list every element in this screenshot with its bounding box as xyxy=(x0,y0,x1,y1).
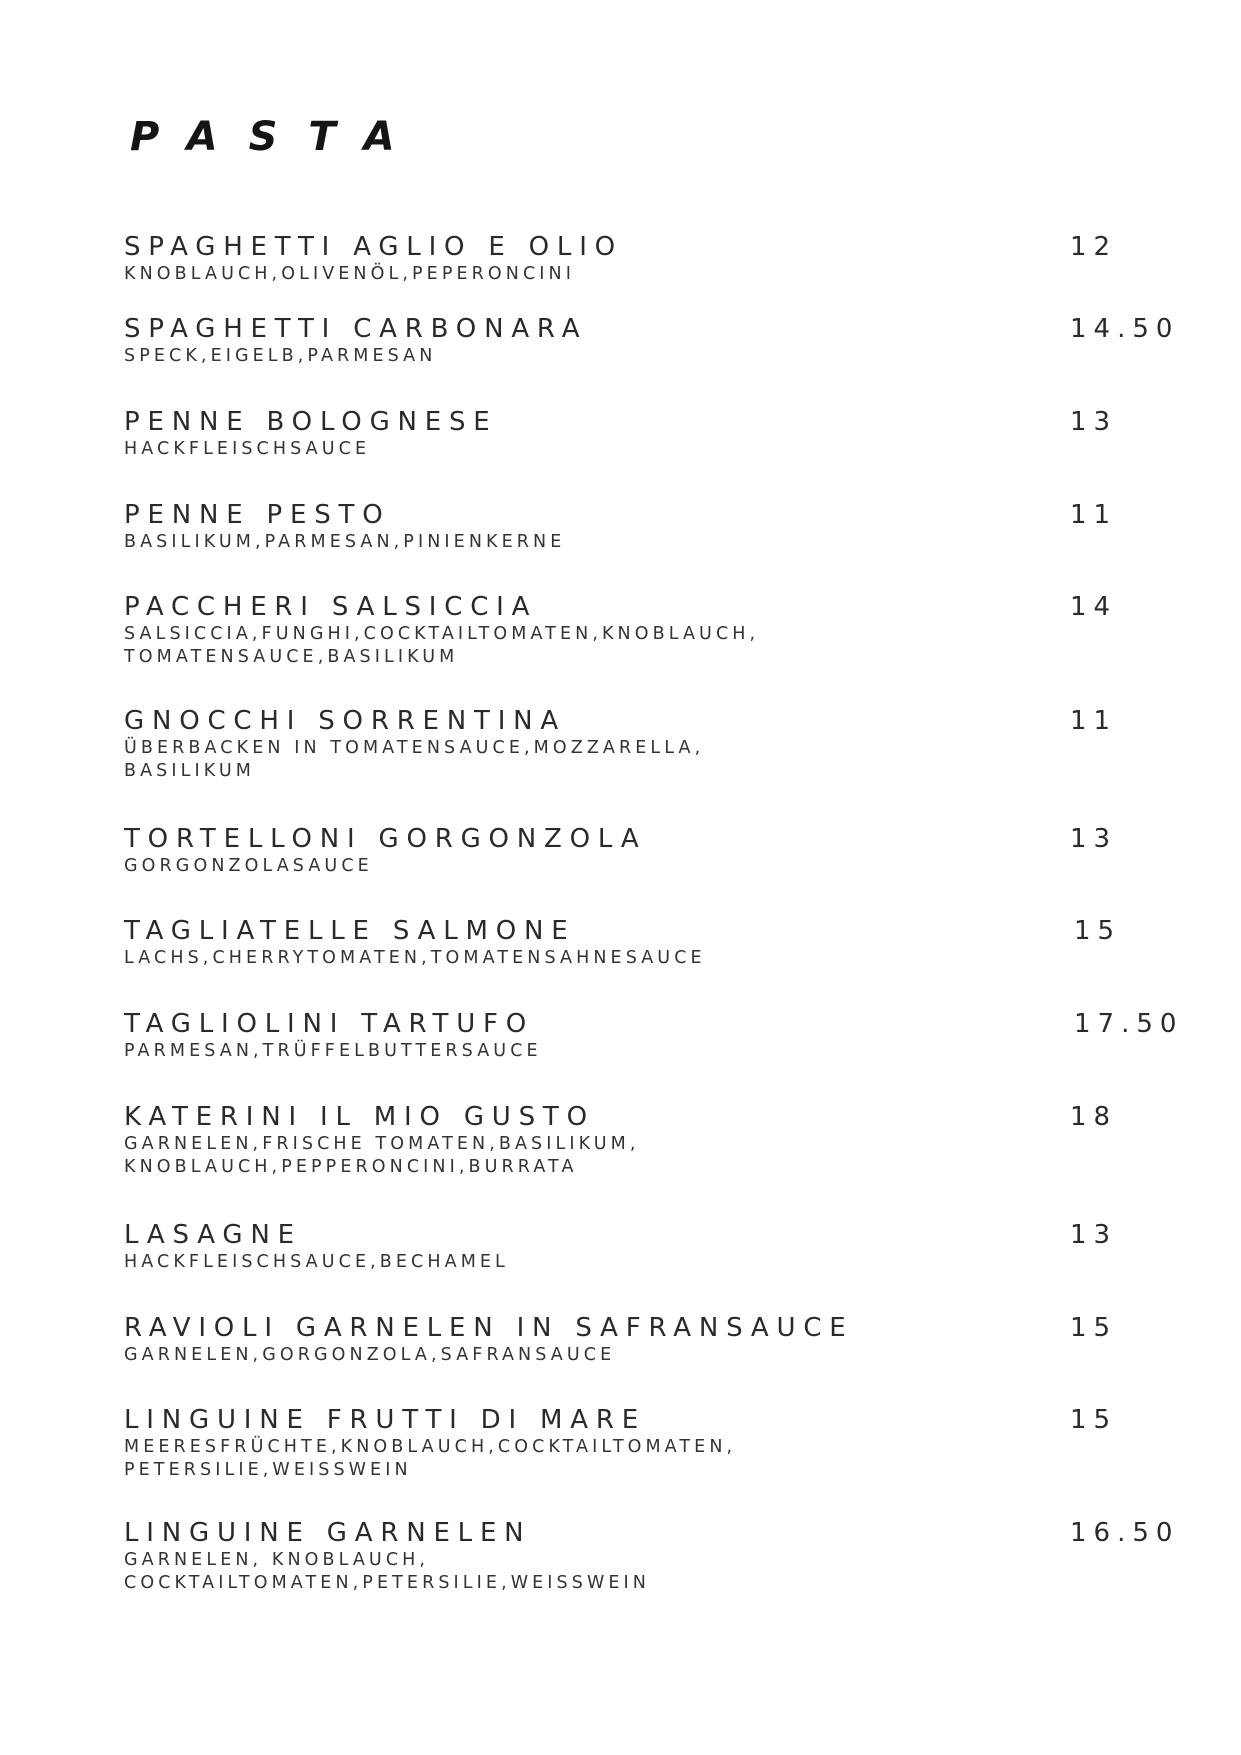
menu-item-description: SALSICCIA,FUNGHI,COCKTAILTOMATEN,KNOBLAUCH, TOMATENSAUCE,BASILIKUM xyxy=(124,624,760,667)
menu-item-price: 18 xyxy=(1070,1102,1118,1132)
menu-item-lasagne xyxy=(124,1220,1124,1274)
menu-item-price: 12 xyxy=(1070,232,1118,262)
menu-item-name: PENNE PESTO xyxy=(124,500,391,530)
menu-item-katerini-il-mio-gusto xyxy=(124,1102,1124,1179)
menu-item-linguine-frutti-di-mare xyxy=(124,1405,1124,1482)
menu-item-description: HACKFLEISCHSAUCE,BECHAMEL xyxy=(124,1252,509,1272)
menu-item-name: KATERINI IL MIO GUSTO xyxy=(124,1102,595,1132)
menu-item-name: LASAGNE xyxy=(124,1220,302,1250)
menu-item-name: TAGLIATELLE SALMONE xyxy=(124,916,576,946)
menu-item-description: LACHS,CHERRYTOMATEN,TOMATENSAHNESAUCE xyxy=(124,948,706,968)
menu-item-description: MEERESFRÜCHTE,KNOBLAUCH,COCKTAILTOMATEN, PETERSILIE,WEISSWEIN xyxy=(124,1437,737,1480)
menu-item-price: 11 xyxy=(1070,706,1118,736)
menu-item-description: GORGONZOLASAUCE xyxy=(124,856,373,876)
menu-item-price: 13 xyxy=(1070,407,1118,437)
menu-item-price: 13 xyxy=(1070,824,1118,854)
menu-item-spaghetti-aglio-e-olio xyxy=(124,232,1124,286)
menu-item-price: 16.50 xyxy=(1070,1518,1180,1548)
menu-item-penne-bolognese xyxy=(124,407,1124,461)
menu-item-price: 14.50 xyxy=(1070,314,1180,344)
menu-item-tortelloni-gorgonzola xyxy=(124,824,1124,878)
menu-title: PASTA xyxy=(130,114,426,160)
menu-item-name: TORTELLONI GORGONZOLA xyxy=(124,824,647,854)
menu-item-description: SPECK,EIGELB,PARMESAN xyxy=(124,346,437,366)
menu-item-tagliatelle-salmone xyxy=(124,916,1124,970)
menu-item-name: GNOCCHI SORRENTINA xyxy=(124,706,567,736)
menu-item-price: 13 xyxy=(1070,1220,1118,1250)
menu-item-name: SPAGHETTI CARBONARA xyxy=(124,314,588,344)
menu-item-name: SPAGHETTI AGLIO E OLIO xyxy=(124,232,623,262)
menu-item-linguine-garnelen xyxy=(124,1518,1180,1595)
menu-item-gnocchi-sorrentina xyxy=(124,706,1124,783)
menu-item-price: 15 xyxy=(1070,1313,1118,1343)
menu-item-price: 11 xyxy=(1070,500,1118,530)
menu-item-name: TAGLIOLINI TARTUFO xyxy=(124,1009,535,1039)
menu-item-spaghetti-carbonara xyxy=(124,314,1180,368)
menu-item-name: LINGUINE FRUTTI DI MARE xyxy=(124,1405,646,1435)
menu-item-paccheri-salsiccia xyxy=(124,592,1124,669)
menu-item-name: LINGUINE GARNELEN xyxy=(124,1518,532,1548)
menu-item-price: 15 xyxy=(1074,916,1122,946)
menu-item-description: GARNELEN,FRISCHE TOMATEN,BASILIKUM, KNOBLAUCH,PEPPERONCINI,BURRATA xyxy=(124,1134,640,1177)
menu-item-ravioli-garnelen-in-safransauce xyxy=(124,1313,1124,1367)
menu-item-penne-pesto xyxy=(124,500,1124,554)
menu-item-price: 15 xyxy=(1070,1405,1118,1435)
menu-item-name: PENNE BOLOGNESE xyxy=(124,407,498,437)
menu-item-tagliolini-tartufo xyxy=(124,1009,1184,1063)
menu-item-name: RAVIOLI GARNELEN IN SAFRANSAUCE xyxy=(124,1313,854,1343)
menu-item-description: ÜBERBACKEN IN TOMATENSAUCE,MOZZARELLA, BASILIKUM xyxy=(124,738,705,781)
menu-item-price: 14 xyxy=(1070,592,1118,622)
menu-item-name: PACCHERI SALSICCIA xyxy=(124,592,538,622)
menu-item-description: GARNELEN,GORGONZOLA,SAFRANSAUCE xyxy=(124,1345,616,1365)
menu-item-description: PARMESAN,TRÜFFELBUTTERSAUCE xyxy=(124,1041,542,1061)
menu-item-description: KNOBLAUCH,OLIVENÖL,PEPERONCINI xyxy=(124,264,575,284)
menu-item-price: 17.50 xyxy=(1074,1009,1184,1039)
menu-item-description: BASILIKUM,PARMESAN,PINIENKERNE xyxy=(124,532,566,552)
menu-item-description: GARNELEN, KNOBLAUCH, COCKTAILTOMATEN,PETERSILIE,WEISSWEIN xyxy=(124,1550,650,1593)
menu-item-description: HACKFLEISCHSAUCE xyxy=(124,439,371,459)
